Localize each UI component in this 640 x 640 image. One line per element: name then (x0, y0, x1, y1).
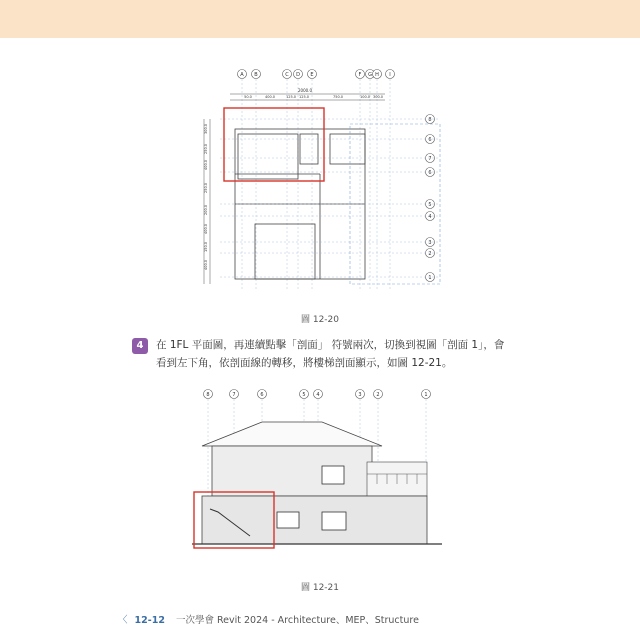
step-badge: 4 (132, 338, 148, 354)
page-footer (118, 612, 419, 626)
grid-bubble-right-1-label: 6 (428, 136, 432, 143)
dim-left-label: 400.0 (204, 259, 208, 271)
grid-bubble-right-2-label: 7 (428, 155, 432, 162)
grid-bubble-right-0-label: 8 (428, 116, 432, 123)
dim-left-label: 300.0 (204, 123, 208, 135)
section-grid-bubble-5-label: 5 (302, 391, 306, 398)
grid-bubble-A-label: A (240, 71, 244, 78)
grid-bubble-G-label: G (368, 71, 372, 78)
grid-bubble-right-3-label: 6 (428, 169, 432, 176)
dim-left-label: 250.0 (204, 182, 208, 194)
grid-bubble-C-label: C (285, 71, 289, 78)
dim-top-label: 300.0 (372, 95, 384, 99)
dim-top-labels (244, 95, 383, 99)
step-text: 在 1FL 平面圖，再連續點擊「剖面」 符號兩次，切換到視圖「剖面 1」，會看到左下角，依剖面線的轉移，將樓梯剖面顯示，如圖 12-21。 (156, 339, 505, 369)
figure-21-caption: 圖 12-21 (300, 583, 339, 593)
grid-bubble-F-label: F (358, 71, 362, 78)
chevron-left-icon: 〈 (118, 615, 128, 626)
dim-top-label: 750.0 (332, 95, 344, 99)
dim-left-labels (204, 124, 208, 270)
dim-left-label: 400.0 (204, 223, 208, 235)
grid-bubble-right-5-label: 4 (428, 213, 432, 220)
dim-left-label: 400.0 (204, 159, 208, 171)
grid-bubble-right-6-label: 3 (428, 239, 432, 246)
grid-bubble-right-7-label: 2 (428, 250, 432, 257)
grid-bubble-D-label: D (296, 71, 300, 78)
header-band (0, 0, 640, 38)
dim-top-label: 125.0 (298, 95, 310, 99)
dim-top-label: 125.0 (285, 95, 297, 99)
section-grid-bubble-7-label: 7 (232, 391, 236, 398)
dim-left-label: 200.0 (204, 204, 208, 216)
grid-bubble-H-label: H (375, 71, 379, 78)
figure-20-caption: 圖 12-20 (300, 315, 339, 325)
grid-bubble-E-label: E (310, 71, 314, 78)
section-grid-bubble-1-label: 1 (424, 391, 428, 398)
grid-bubble-B-label: B (254, 71, 258, 78)
floor-plan-figure (190, 64, 450, 304)
section-grid-bubble-6-label: 6 (260, 391, 264, 398)
dim-left-label: 150.0 (204, 241, 208, 253)
section-grid-bubble-4-label: 4 (316, 391, 320, 398)
dim-left-label: 250.0 (204, 143, 208, 155)
grid-bubble-right-8-label: 1 (428, 274, 432, 281)
section-figure (182, 384, 450, 552)
book-title: 一次學會 Revit 2024 - Architecture、MEP、Structure (175, 615, 419, 626)
page-number: 12-12 (134, 615, 165, 626)
dim-total: 2000.0 (298, 88, 312, 93)
grid-bubble-I-label: I (389, 71, 391, 78)
step-4 (132, 336, 512, 372)
dim-top-label: 50.0 (244, 95, 252, 99)
grid-bubble-right-4-label: 5 (428, 201, 432, 208)
grid-right-bubbles (426, 115, 435, 282)
section-grid-bubble-8-label: 8 (206, 391, 210, 398)
dim-top-label: 400.0 (264, 95, 276, 99)
roof (202, 422, 382, 446)
dim-top-label: 100.0 (359, 95, 371, 99)
section-grid-bubble-3-label: 3 (358, 391, 362, 398)
section-grid-bubble-2-label: 2 (376, 391, 380, 398)
